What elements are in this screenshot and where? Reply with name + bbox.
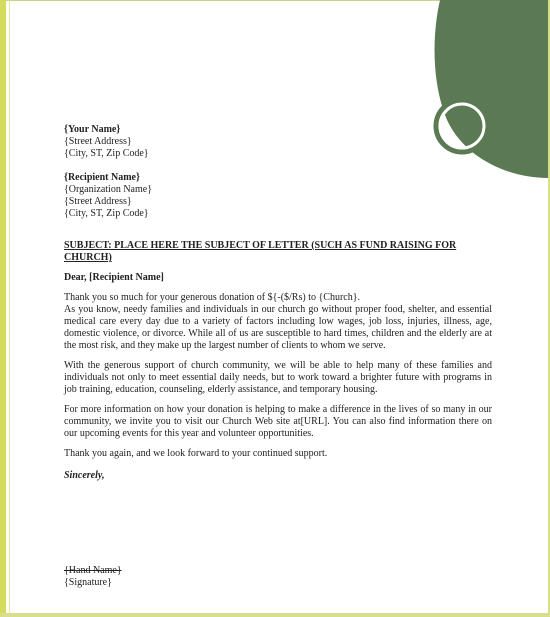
recipient-address [64, 172, 492, 220]
signature-block [64, 565, 122, 589]
recipient-city: {City, ST, Zip Code} [64, 208, 149, 219]
hand-name: {Hand Name} [64, 565, 122, 576]
recipient-organization: {Organization Name} [64, 184, 152, 195]
sender-address [64, 124, 492, 160]
recipient-name: {Recipient Name} [64, 172, 140, 183]
closing: Sincerely, [64, 470, 105, 481]
sender-street: {Street Address} [64, 136, 132, 147]
paragraph-1 [64, 292, 492, 352]
subject-line: SUBJECT: PLACE HERE THE SUBJECT OF LETTER (SUCH AS FUND RAISING FOR CHURCH) [64, 240, 457, 263]
paragraph-1-line-2: As you know, needy families and individuals in our church go without proper food, shelter, and essential medical care every day due to a variety of factors including low wages, job loss, injuries, illness, age, domestic violence, or divorce. While all of us are susceptible to hard times, children and the elderly are at the most risk, and they make up the largest number of clients to whom we serve. [64, 304, 492, 351]
sender-city: {City, ST, Zip Code} [64, 148, 149, 159]
sender-name: {Your Name} [64, 124, 121, 135]
letter-body [64, 124, 492, 482]
recipient-street: {Street Address} [64, 196, 132, 207]
paragraph-4: Thank you again, and we look forward to your continued support. [64, 448, 328, 459]
signature-placeholder: {Signature} [64, 577, 112, 588]
paragraph-3: For more information on how your donation is helping to make a difference in the lives of so many in our community, we invite you to visit our Church Web site at[URL]. You can also find information there on our upcoming events for this year and volunteer opportunities. [64, 404, 492, 439]
paragraph-2: With the generous support of church community, we will be able to help many of these families and individuals not only to meet essential daily needs, but to work toward a brighter future with programs in job training, education, counseling, elderly assistance, and temporary housing. [64, 360, 492, 395]
salutation: Dear, [Recipient Name] [64, 272, 164, 283]
paragraph-1-line-1: Thank you so much for your generous donation of ${-($/Rs) to {Church}. [64, 292, 361, 303]
